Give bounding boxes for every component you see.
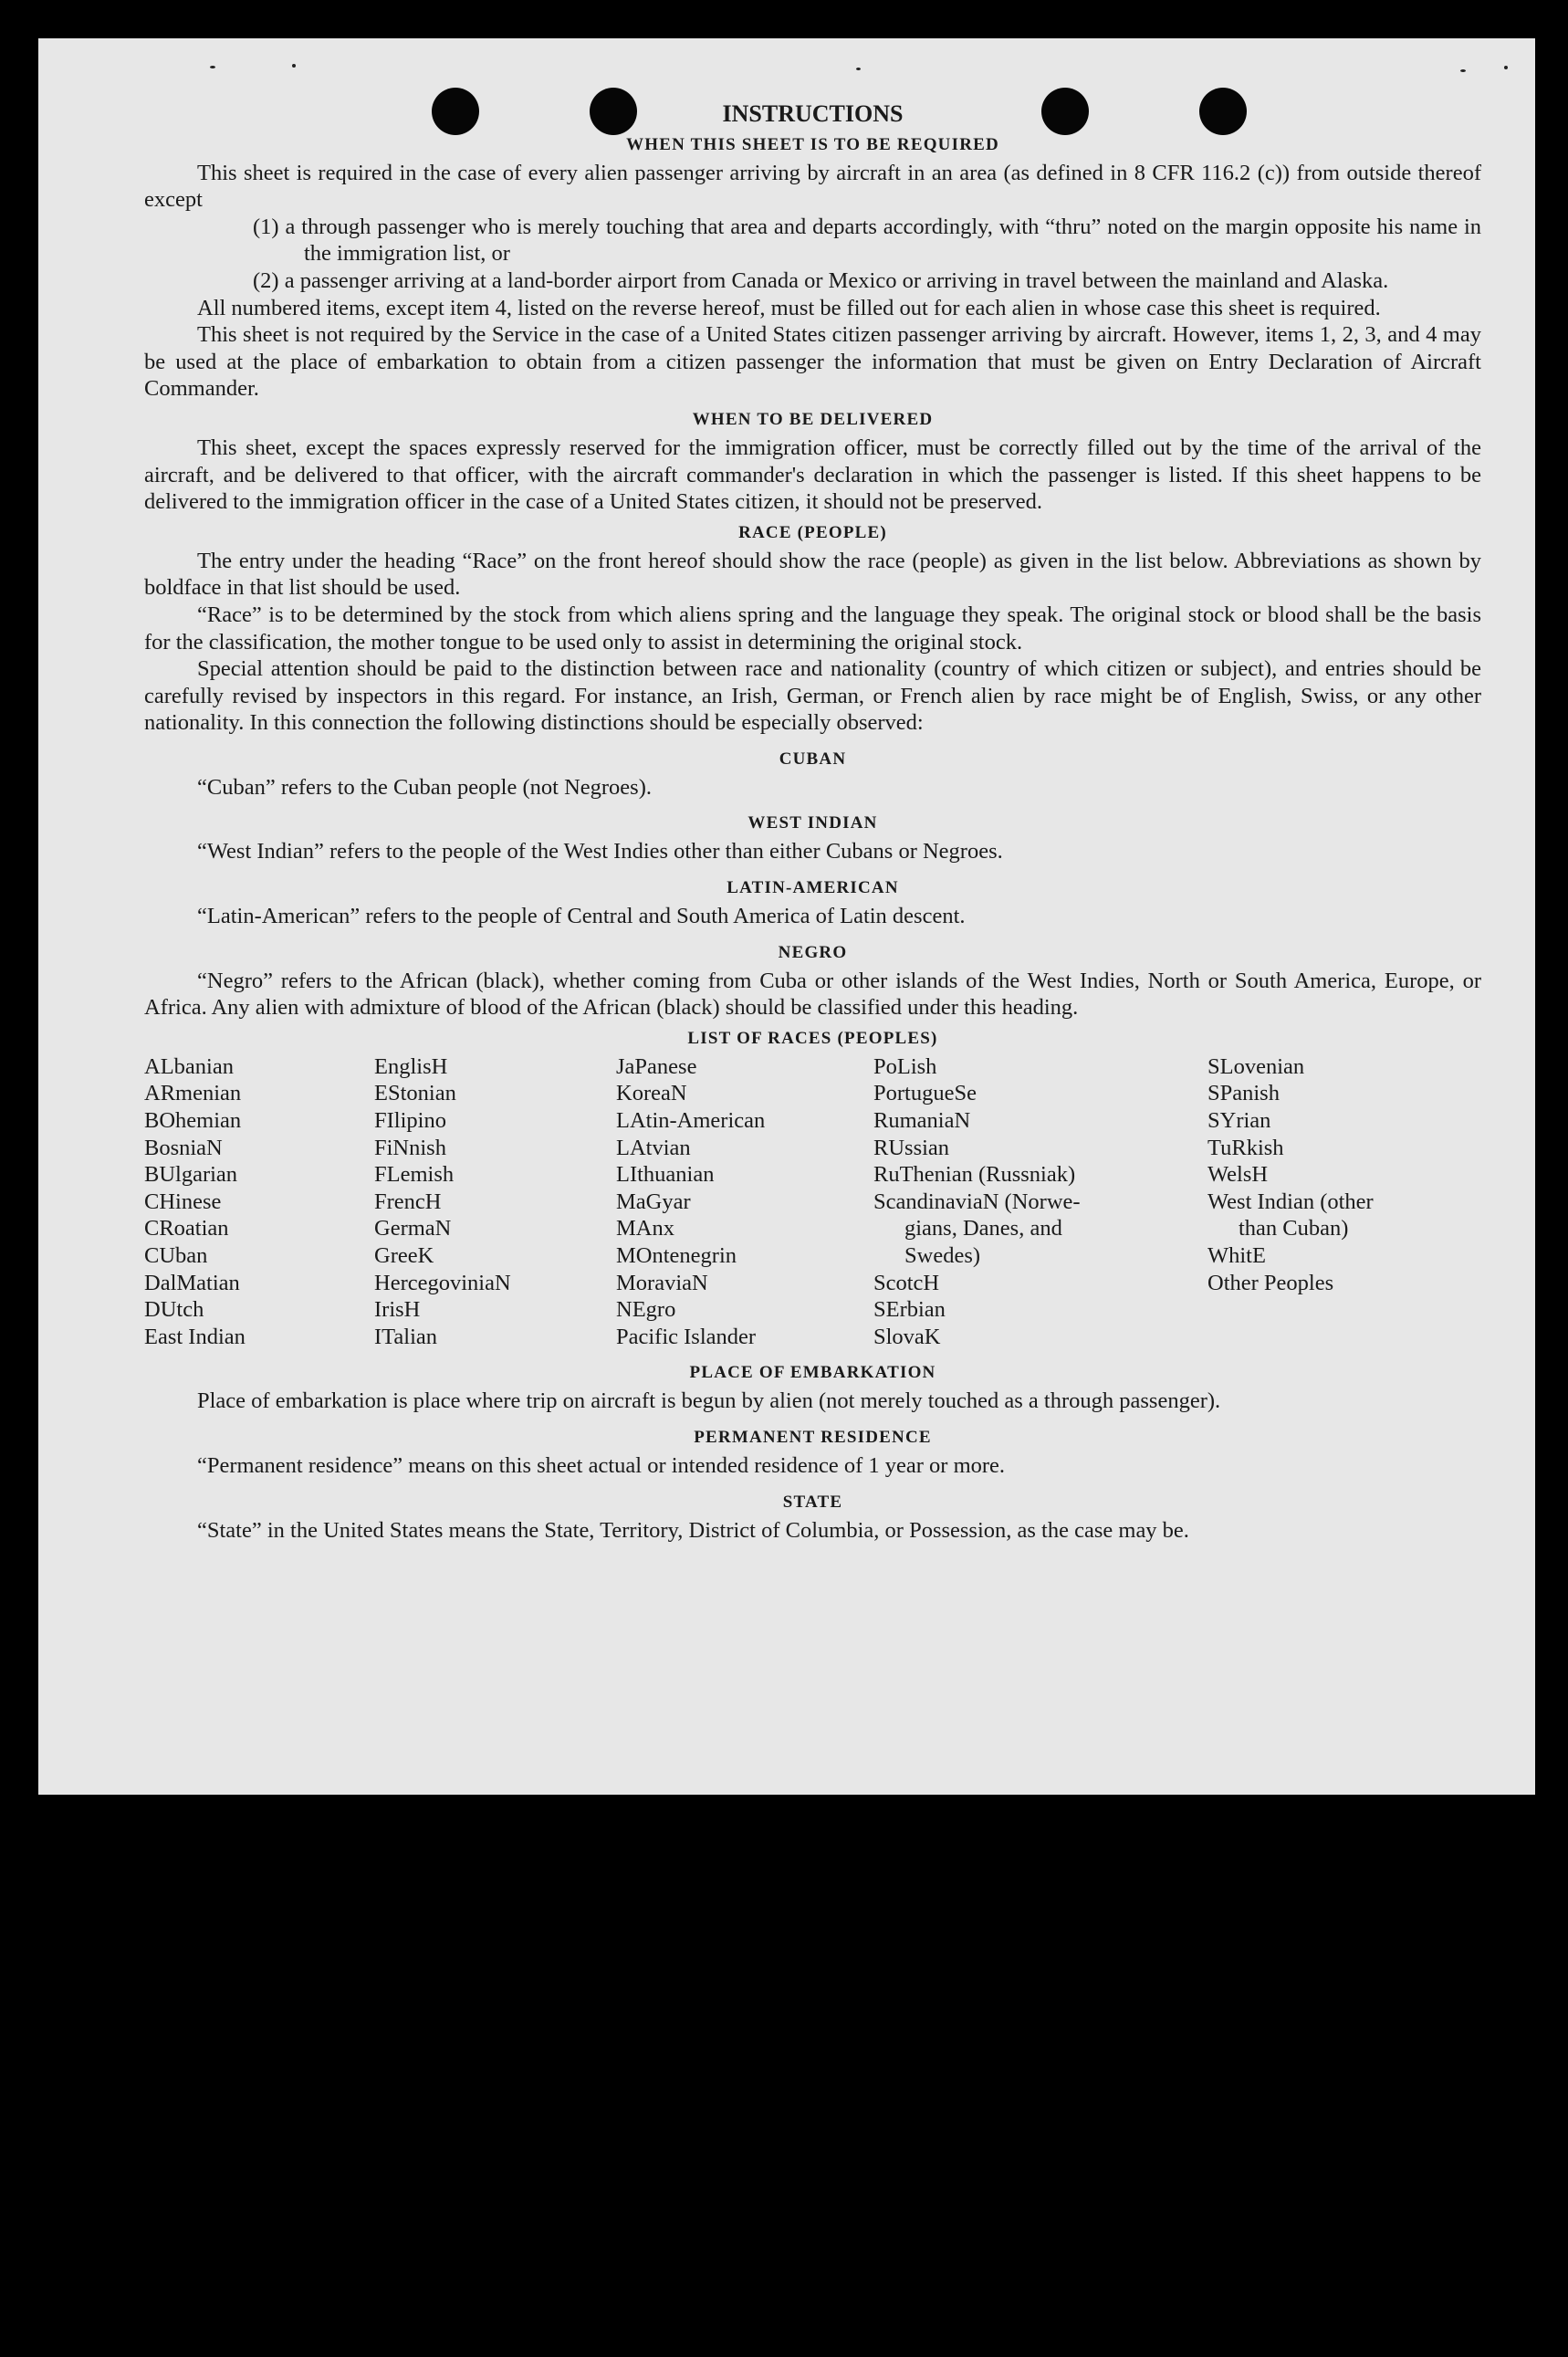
numbered-item: (1) a through passenger who is merely touching that area and departs accordingly, with “thru” noted on the margin opposite his name in the immigration list, or [253,214,1481,267]
race-entry: PoLish [873,1053,937,1079]
race-entry: FiNnish [374,1135,446,1160]
race-entry: FIlipino [374,1108,446,1134]
race-entry: East Indian [144,1324,246,1349]
section-heading-cuban: CUBAN [779,749,847,769]
race-entry: TuRkish [1207,1135,1284,1160]
section-heading-west-indian: WEST INDIAN [747,813,878,833]
race-entry: DUtch [144,1297,204,1323]
race-entry: SErbian [873,1297,946,1323]
race-entry: RUssian [873,1135,950,1160]
instructions-content [144,100,1481,1544]
race-entry: JaPanese [616,1053,697,1079]
paragraph: “Latin-American” refers to the people of Central and South America of Latin descent. [197,904,966,929]
paragraph: Special attention should be paid to the distinction between race and nationality (country of which citizen or subject), and entries should be carefully revised by inspectors in this regard. For instance, an Irish, German, or French alien by race might be of English, Swiss, or any other nationality. In this connection the following distinctions should be especially observed: [144,656,1481,736]
section-heading-list-of-races: LIST OF RACES (PEOPLES) [687,1028,938,1048]
race-entry: MOntenegrin [616,1243,737,1268]
race-entry: ARmenian [144,1081,242,1106]
race-entry: SlovaK [873,1324,941,1349]
paragraph: “West Indian” refers to the people of the West Indies other than either Cubans or Negroes. [197,839,1003,864]
paragraph: “State” in the United States means the State, Territory, District of Columbia, or Possession, as the case may be. [197,1517,1189,1543]
paragraph: This sheet is not required by the Service in the case of a United States citizen passenger arriving by aircraft. However, items 1, 2, 3, and 4 may be used at the place of embarkation to obtain from a citizen passenger the information that must be given on Entry Declaration of Aircraft Commander. [144,322,1481,402]
paragraph: “Permanent residence” means on this sheet actual or intended residence of 1 year or more. [197,1452,1006,1478]
race-list [144,1053,1481,1351]
race-entry: KoreaN [616,1081,687,1106]
race-entry: ALbanian [144,1053,234,1079]
section-heading-permanent-residence: PERMANENT RESIDENCE [694,1427,932,1447]
section-heading-state: STATE [782,1492,843,1512]
race-entry-continuation: Swedes) [904,1243,981,1268]
paragraph: “Cuban” refers to the Cuban people (not Negroes). [197,774,652,800]
race-entry: CHinese [144,1189,222,1214]
race-entry: ITalian [374,1324,438,1349]
paragraph: This sheet is required in the case of every alien passenger arriving by aircraft in an area (as defined in 8 CFR 116.2 (c)) from outside thereof except [144,160,1481,213]
race-entry: FLemish [374,1162,455,1188]
race-entry: BosniaN [144,1135,223,1160]
race-entry: IrisH [374,1297,421,1323]
race-entry: SLovenian [1207,1053,1305,1079]
race-entry: SYrian [1207,1108,1271,1134]
paragraph: Place of embarkation is place where trip on aircraft is begun by alien (not merely touched as a through passenger). [197,1388,1221,1414]
instruction-sheet [38,38,1535,1795]
section-heading-embarkation: PLACE OF EMBARKATION [689,1363,936,1383]
race-entry: DalMatian [144,1270,240,1295]
race-column [873,1053,1207,1351]
race-column [616,1053,873,1351]
race-entry: WelsH [1207,1162,1269,1188]
paragraph: This sheet, except the spaces expressly reserved for the immigration officer, must be correctly filled out by the time of the arrival of the aircraft, and be delivered to that officer, with the aircraft commander's declaration in which the passenger is listed. If this sheet happens to be delivered to the immigration officer in the case of a United States citizen, it should not be preserved. [144,435,1481,515]
race-entry: BUlgarian [144,1162,238,1188]
paper-speck [1504,66,1508,69]
race-entry: NEgro [616,1297,676,1323]
paragraph: “Negro” refers to the African (black), whether coming from Cuba or other islands of the West Indies, North or South America, Europe, or Africa. Any alien with admixture of blood of the African (black) should be classified under this heading. [144,968,1481,1021]
numbered-item: (2) a passenger arriving at a land-border airport from Canada or Mexico or arriving in travel between the mainland and Alaska. [253,267,1389,293]
race-entry: LAtin-American [616,1108,766,1134]
page-title: INSTRUCTIONS [722,100,904,127]
race-entry: CRoatian [144,1216,229,1241]
section-heading-when-required: WHEN THIS SHEET IS TO BE REQUIRED [626,134,999,154]
race-entry: EStonian [374,1081,456,1106]
race-column [1207,1053,1472,1351]
race-entry: BOhemian [144,1108,242,1134]
race-entry: LAtvian [616,1135,691,1160]
race-entry: FrencH [374,1189,442,1214]
race-entry: GermaN [374,1216,452,1241]
paper-speck [210,66,215,68]
race-entry-continuation: gians, Danes, and [904,1216,1062,1241]
race-entry: EnglisH [374,1053,448,1079]
race-entry: Pacific Islander [616,1324,757,1349]
race-entry: MaGyar [616,1189,691,1214]
section-heading-negro: NEGRO [778,942,848,962]
race-entry: HercegoviniaN [374,1270,511,1295]
race-entry: RumaniaN [873,1108,971,1134]
race-entry: CUban [144,1243,208,1268]
paper-speck [1460,69,1466,72]
paragraph: All numbered items, except item 4, listed on the reverse hereof, must be filled out for each alien in whose case this sheet is required. [197,295,1381,320]
race-entry: WhitE [1207,1243,1266,1268]
race-entry: MAnx [616,1216,674,1241]
race-entry: GreeK [374,1243,434,1268]
race-entry: West Indian (other [1207,1189,1374,1214]
race-entry: Other Peoples [1207,1270,1334,1295]
race-entry: MoraviaN [616,1270,708,1295]
race-entry: SPanish [1207,1081,1280,1106]
race-column [144,1053,374,1351]
race-entry: ScotcH [873,1270,940,1295]
section-heading-when-delivered: WHEN TO BE DELIVERED [692,409,934,429]
section-heading-latin-american: LATIN-AMERICAN [727,878,899,898]
paragraph: The entry under the heading “Race” on the front hereof should show the race (people) as given in the list below. Abbreviations as shown by boldface in that list should be used. [144,548,1481,601]
paragraph: “Race” is to be determined by the stock from which aliens spring and the language they speak. The original stock or blood shall be the basis for the classification, the mother tongue to be used only to assist in determining the original stock. [144,602,1481,655]
race-entry: ScandinaviaN (Norwe- [873,1189,1081,1214]
section-heading-race: RACE (PEOPLE) [738,522,887,542]
race-entry-continuation: than Cuban) [1239,1216,1349,1241]
race-column [374,1053,616,1351]
paper-speck [292,64,296,68]
paper-speck [856,68,861,70]
race-entry: PortugueSe [873,1081,977,1106]
race-entry: LIthuanian [616,1162,715,1188]
race-entry: RuThenian (Russniak) [873,1162,1076,1188]
